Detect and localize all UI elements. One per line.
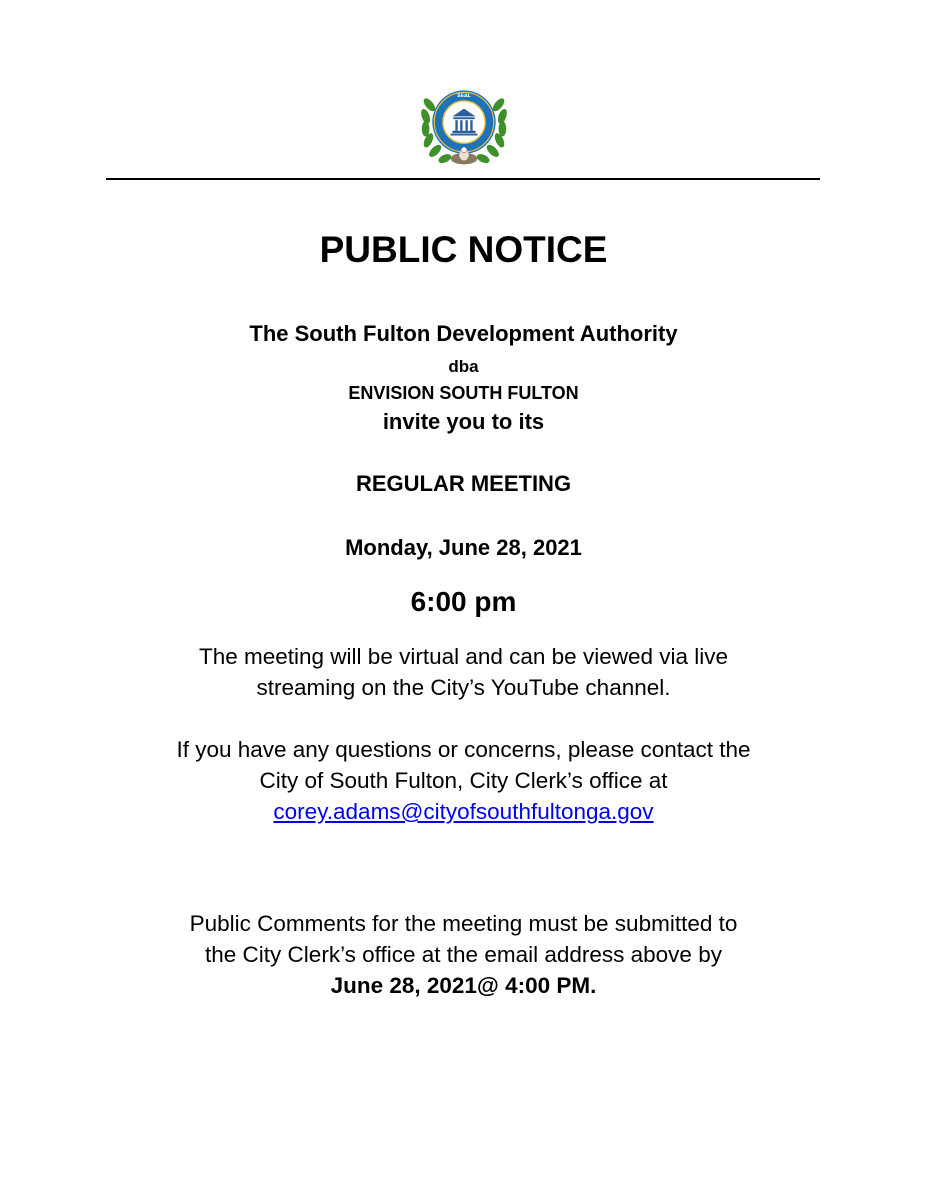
organization-name: The South Fulton Development Authority — [249, 321, 678, 346]
dba-name: ENVISION SOUTH FULTON — [348, 383, 579, 403]
meeting-date: Monday, June 28, 2021 — [345, 535, 582, 560]
header-divider — [106, 178, 820, 180]
contact-email-link[interactable]: corey.adams@cityofsouthfultonga.gov — [273, 799, 654, 824]
meeting-type: REGULAR MEETING — [355, 471, 572, 496]
virtual-paragraph — [0, 641, 927, 703]
comments-line-2: the City Clerk’s office at the email address above by — [205, 942, 722, 967]
contact-email-line — [0, 796, 927, 827]
invite-text: invite you to its — [382, 409, 545, 434]
comments-paragraph — [0, 908, 927, 1001]
comments-deadline: June 28, 2021@ 4:00 PM. — [330, 973, 597, 998]
meeting-time: 6:00 pm — [410, 586, 517, 617]
virtual-line-1: The meeting will be virtual and can be viewed via live — [198, 644, 729, 669]
comments-line-1: Public Comments for the meeting must be submitted to — [189, 911, 738, 936]
contact-line-1: If you have any questions or concerns, please contact the — [176, 737, 751, 762]
city-seal-icon — [416, 76, 512, 172]
notice-title: PUBLIC NOTICE — [319, 229, 608, 270]
contact-line-2: City of South Fulton, City Clerk’s office at — [259, 768, 668, 793]
virtual-line-2: streaming on the City’s YouTube channel. — [256, 675, 671, 700]
contact-paragraph — [0, 734, 927, 827]
dba-label: dba — [448, 357, 479, 376]
svg-text:SEAL: SEAL — [457, 94, 471, 100]
